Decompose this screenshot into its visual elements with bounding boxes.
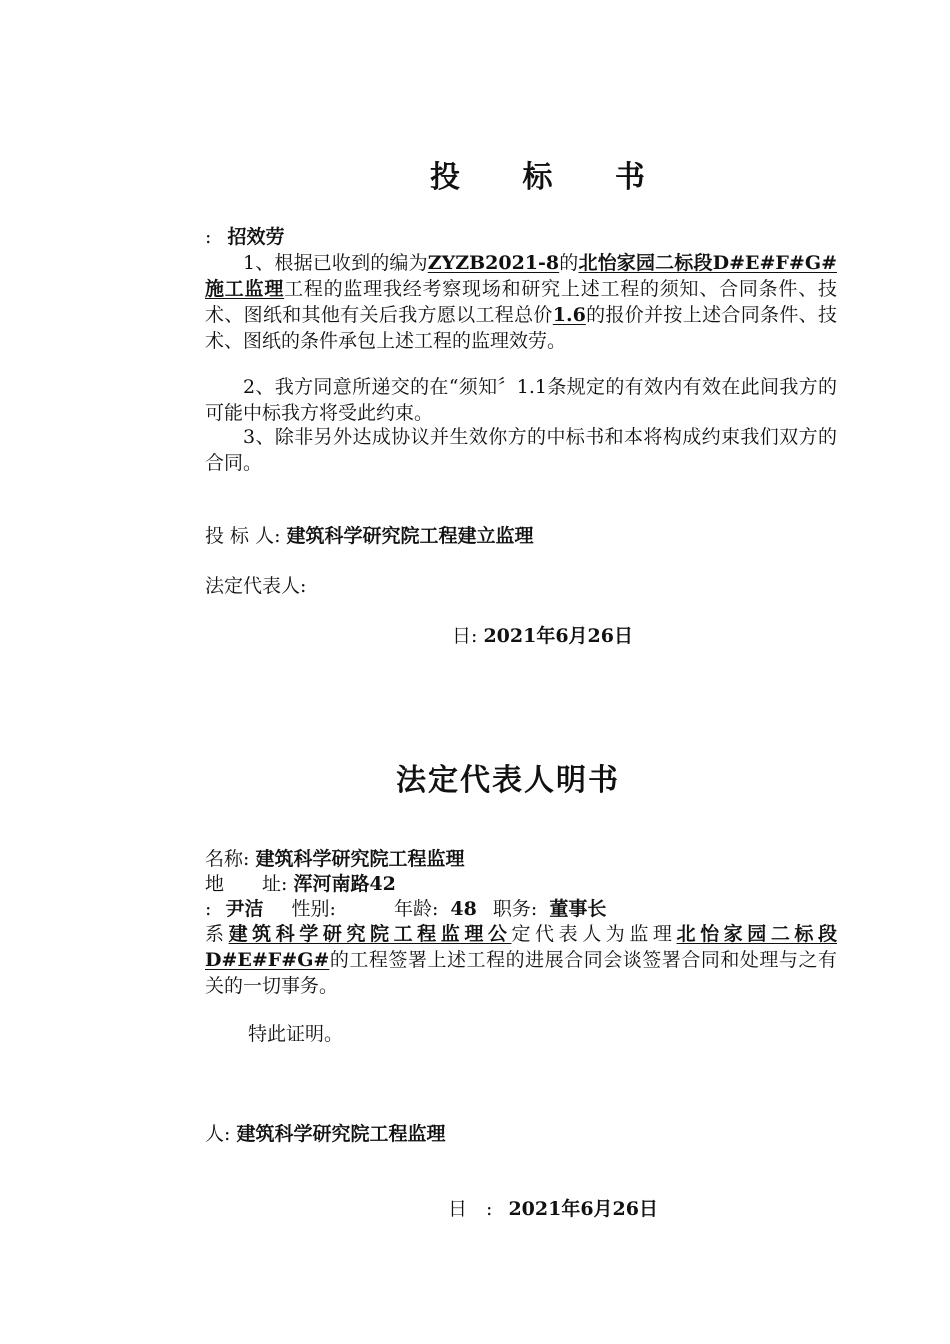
cert-body-text-c: 的工程签署上述工程的进展合同会谈签署合同和处理与之有关的一切事务。 <box>205 949 837 997</box>
cert-body-text-b: 定代表人为监理 <box>511 923 677 945</box>
gender-label: 性别: <box>291 898 336 920</box>
bid-date: 2021年6月26日 <box>483 625 633 647</box>
recipient-name: 招效劳 <box>227 226 285 248</box>
cert-date-line <box>448 1196 658 1222</box>
position-value: 董事长 <box>549 898 607 920</box>
bid-letter-title: 投 标 书 <box>430 160 671 195</box>
company-name-line <box>205 846 464 872</box>
bid-date-label: 日: <box>452 625 478 647</box>
cert-body-text-a: 系 <box>205 923 229 945</box>
bid-paragraph-2: 2、我方同意所递交的在“须知〞1.1条规定的有效内有效在此间我方的可能中标我方将受此约束。 <box>205 376 837 424</box>
bid-paragraph-1 <box>205 250 837 354</box>
cert-project: 北怡家园二标段D#E#F#G# <box>205 923 837 971</box>
bid-p1-text-a: 1、根据已收到的编为 <box>243 252 428 274</box>
address-label: 地 址: <box>205 873 288 895</box>
address-value: 浑河南路42 <box>293 873 396 895</box>
bid-paragraph-3: 3、除非另外达成协议并生效你方的中标书和本将构成约束我们双方的合同。 <box>205 426 837 474</box>
cert-company: 建筑科学研究院工程监理公 <box>228 923 512 945</box>
certificate-body <box>205 921 837 999</box>
person-prefix: : <box>205 898 212 920</box>
project-name: 北怡家园二标段D#E#F#G#施工监理 <box>205 252 837 300</box>
cert-date: 2021年6月26日 <box>508 1198 658 1220</box>
bid-p1-text-d: 的报价并按上述合同条件、技术、图纸的条件承包上述工程的监理效劳。 <box>205 304 837 352</box>
bid-price: 1.6 <box>552 304 586 326</box>
bidder-label: 投 标 人: <box>205 525 281 547</box>
bid-p1-text-b: 的 <box>559 252 579 274</box>
person-name: 尹洁 <box>225 898 264 920</box>
bidder-name: 建筑科学研究院工程建立监理 <box>286 525 534 547</box>
company-name-label: 名称: <box>205 848 250 870</box>
certificate-title: 法定代表人明书 <box>396 763 620 798</box>
address-line <box>205 871 396 897</box>
bid-date-line <box>452 623 633 649</box>
recipient-prefix: : <box>205 226 212 248</box>
recipient-line <box>205 224 284 250</box>
age-value: 48 <box>450 898 477 920</box>
bid-p1-text-c: 工程的监理我经考察现场和研究上述工程的须知、合同条件、技术、图纸和其他有关后我方愿以工程总价 <box>205 278 837 326</box>
company-name: 建筑科学研究院工程监理 <box>255 848 465 870</box>
issuer-name: 建筑科学研究院工程监理 <box>236 1123 446 1145</box>
position-label: 职务: <box>492 898 538 920</box>
issuer-line <box>205 1121 445 1147</box>
cert-date-label: 日 : <box>448 1198 493 1220</box>
legal-rep-label: 法定代表人: <box>205 575 307 597</box>
bid-code: ZYZB2021-8 <box>427 252 560 274</box>
person-info-line <box>205 896 606 922</box>
issuer-label: 人: <box>205 1123 231 1145</box>
age-label: 年龄: <box>393 898 439 920</box>
bidder-line <box>205 523 534 549</box>
certify-statement: 特此证明。 <box>248 1023 344 1045</box>
